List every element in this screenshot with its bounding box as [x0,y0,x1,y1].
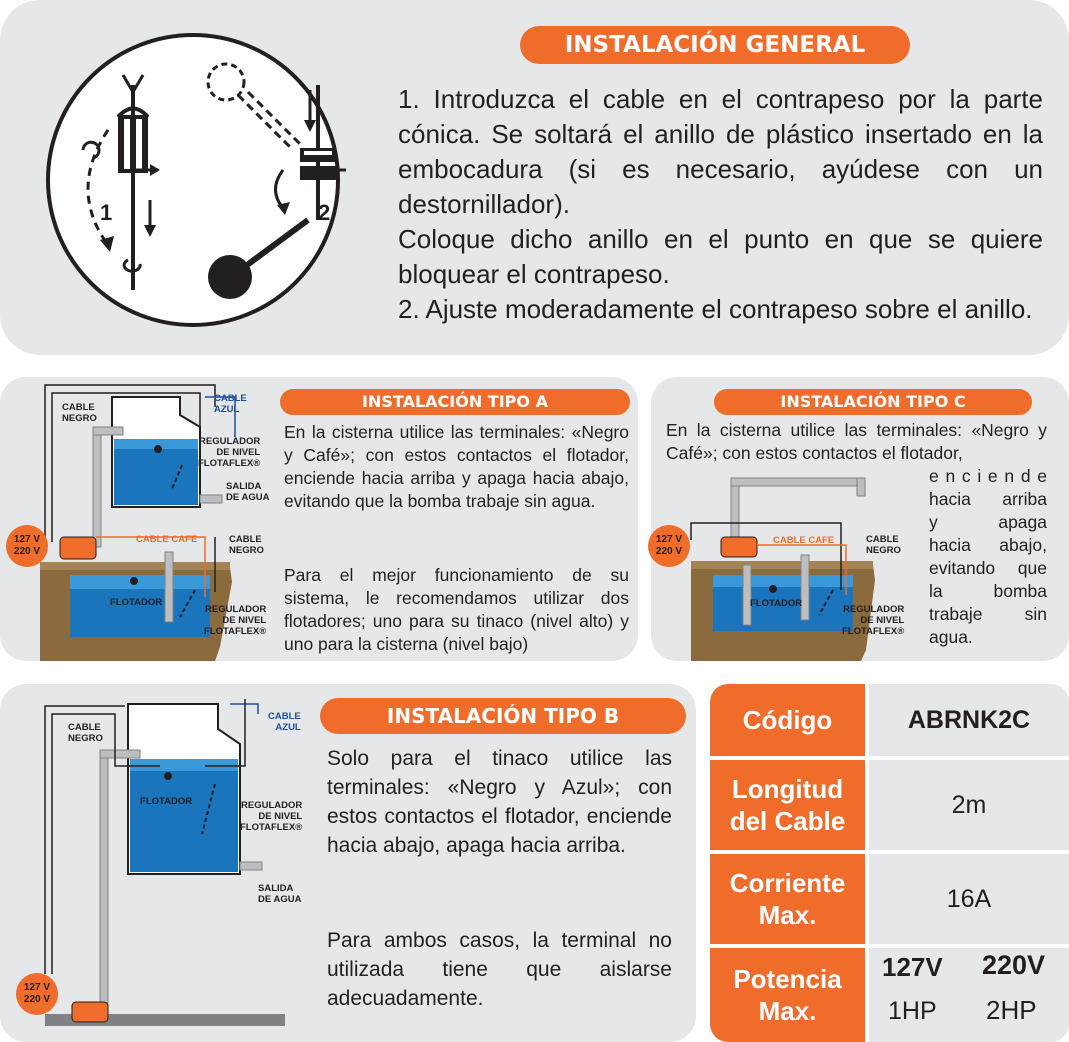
tipo-b-v127: 127 V [23,982,51,993]
tipo-b-voltage-badge [16,973,58,1015]
tipo-a-text-1: En la cisterna utilice las terminales: «Negro y Café»; con estos contactos el flotador, enciende hacia arriba y apaga hacia abajo, evitando que la bomba trabaje sin agua. [284,422,629,511]
specs-potencia-label: Potencia Max. [710,948,865,1042]
tipo-b-v220: 220 V [23,994,51,1005]
tipo-c-cable-cafe: CABLE CAFE [773,535,835,546]
tipo-a-flotador: FLOTADOR [110,597,163,608]
tipo-b-title: INSTALACIÓN TIPO B [320,698,686,734]
tipo-c-regulador: REGULADOR DE NIVEL FLOTAFLEX® [842,604,905,637]
tipo-c-text-line: agua. [929,627,973,647]
specs-corriente-value: 16A [869,854,1069,944]
tipo-c-v220: 220 V [655,546,683,557]
tipo-b-text-2: Para ambos casos, la terminal no utilizada tiene que aislarse adecuadamente. [327,929,672,1010]
tipo-c-text-line: la bomba [929,581,1047,601]
specs-potencia-v2: 220V [982,950,1046,980]
tipo-c-v127: 127 V [655,534,683,545]
specs-table [710,684,1069,1042]
tipo-b-salida: SALIDA DE AGUA [258,883,302,905]
tipo-a-salida: SALIDA DE AGUA [226,481,270,503]
counterweight-diagram [38,30,348,330]
tipo-b-cable-negro: CABLE NEGRO [68,722,103,744]
specs-codigo-label: Código [710,684,865,756]
tipo-c-text-line: hacia abajo, [929,535,1047,555]
tipo-b-regulador: REGULADOR DE NIVEL FLOTAFLEX® [240,800,303,833]
tipo-a-text-2: Para el mejor funcionamiento de su sistema, le recomendamos utilizar dos flotadores; uno para su tinaco (nivel alto) y uno para la cisterna (nivel bajo) [284,565,629,654]
specs-potencia-hp2: 2HP [986,995,1037,1025]
tipo-a-v220: 220 V [13,546,41,557]
general-title: INSTALACIÓN GENERAL [520,26,910,64]
tipo-b-flotador: FLOTADOR [140,796,193,807]
tipo-a-regulador-top: REGULADOR DE NIVEL FLOTAFLEX® [198,436,261,469]
tipo-c-text-line: trabaje sin [929,604,1047,624]
specs-potencia-hp1: 1HP [888,997,937,1025]
specs-corriente-label: Corriente Max. [710,854,865,944]
tipo-c-text-column [929,465,1047,649]
specs-codigo-value: ABRNK2C [869,684,1069,756]
tipo-a-regulador-bottom: REGULADOR DE NIVEL FLOTAFLEX® [204,604,267,637]
tipo-c-cable-negro: CABLE NEGRO [866,534,901,556]
tipo-b-text-1: Solo para el tinaco utilice las terminales: «Negro y Azul»; con estos contactos el flotador, enciende hacia abajo, apaga hacia arriba. [327,747,672,857]
general-instructions: 1. Introduzca el cable en el contrapeso por la parte cónica. Se soltará el anillo de plástico insertado en la embocadura (si es necesario, ayúdese con un destornillador). Coloque dicho anillo en el punto en que se quiere bloquear el contrapeso. 2. Ajuste moderadamente el contrapeso sobre el anillo. [398,84,1043,324]
step-2-label: 2 [318,200,331,225]
tipo-c-voltage-badge [648,525,690,567]
specs-potencia-v1: 127V [882,952,943,982]
tipo-a-cable-negro-top: CABLE NEGRO [62,402,97,424]
tipo-c-text-line: y apaga [929,512,1047,532]
tipo-c-text-line: e n c i e n d e [929,466,1047,486]
tipo-a-title: INSTALACIÓN TIPO A [280,389,630,415]
tipo-a-voltage-badge [6,525,48,567]
tipo-a-v127: 127 V [13,534,41,545]
step-1-label: 1 [100,200,113,225]
specs-longitud-value: 2m [869,760,1069,850]
tipo-c-text-line: evitando que [929,558,1047,578]
tipo-c-text-full: En la cisterna utilice las terminales: «Negro y Café»; con estos contactos el flotador, [666,420,1047,463]
tipo-b-cable-azul: CABLE AZUL [268,711,301,733]
tipo-a-cable-azul: CABLE AZUL [214,393,247,415]
tipo-c-text-line: hacia arriba [929,489,1047,509]
tipo-a-cable-negro-bottom: CABLE NEGRO [229,534,264,556]
specs-longitud-label: Longitud del Cable [710,760,865,850]
tipo-c-flotador: FLOTADOR [750,598,803,609]
tipo-a-cable-cafe: CABLE CAFE [136,534,198,545]
tipo-c-title: INSTALACIÓN TIPO C [714,389,1032,415]
